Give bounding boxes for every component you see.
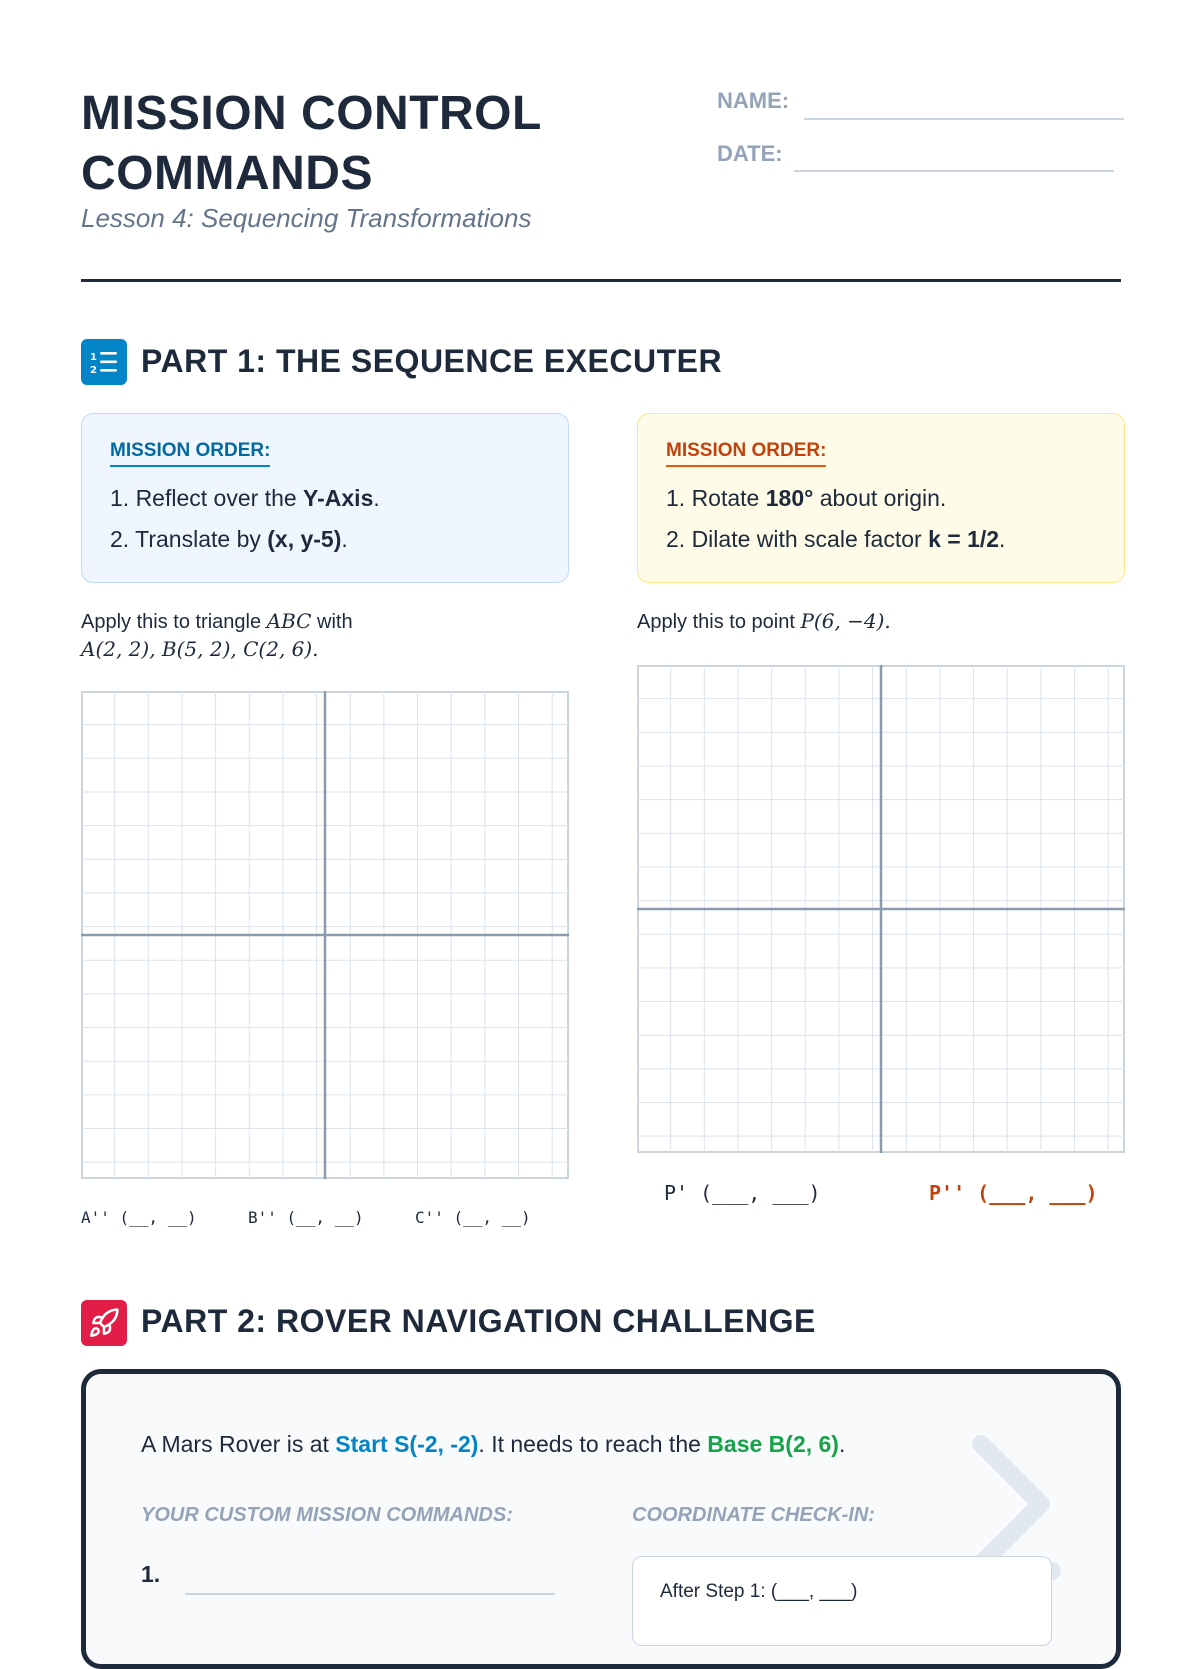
part1-title: PART 1: THE SEQUENCE EXECUTER <box>141 343 723 379</box>
svg-text:1: 1 <box>90 352 97 363</box>
mission-step-2 <box>110 526 540 553</box>
after-step-1[interactable]: After Step 1: (___, ___) <box>660 1581 858 1602</box>
answer-b-double-prime[interactable]: B'' (__, __) <box>248 1208 364 1227</box>
mission-order-label: MISSION ORDER: <box>110 440 270 467</box>
date-field[interactable] <box>794 170 1114 172</box>
rocket-icon <box>81 1300 127 1346</box>
lesson-subtitle: Lesson 4: Sequencing Transformations <box>81 203 532 233</box>
answer-p-prime[interactable]: P' (___, ___) <box>664 1181 821 1205</box>
part2-title: PART 2: ROVER NAVIGATION CHALLENGE <box>141 1303 816 1339</box>
date-label: DATE: <box>717 141 783 166</box>
mission-order-label: MISSION ORDER: <box>666 440 826 467</box>
shape-name: ABC <box>266 609 312 633</box>
rover-challenge-box <box>81 1369 1121 1669</box>
intro-text: . It needs to reach the <box>478 1431 708 1457</box>
point-coordinates: P(6, −4). <box>800 609 891 633</box>
prompt-text: with <box>311 611 353 633</box>
start-point: Start S(-2, -2) <box>335 1431 479 1457</box>
name-label: NAME: <box>717 88 790 113</box>
page-title <box>81 84 641 204</box>
title-line-1: MISSION CONTROL <box>81 87 542 140</box>
mission-step-2 <box>666 526 1096 553</box>
rover-intro <box>141 1431 845 1458</box>
mission-order-card-left <box>81 413 569 583</box>
command-number: 1. <box>141 1561 161 1587</box>
base-point: Base B(2, 6) <box>707 1431 839 1457</box>
mission-order-card-right <box>637 413 1125 583</box>
triangle-prompt <box>81 608 561 664</box>
step-emphasis: Y-Axis <box>303 485 374 511</box>
answer-c-double-prime[interactable]: C'' (__, __) <box>415 1208 531 1227</box>
intro-text: . <box>838 1431 846 1457</box>
name-field[interactable] <box>804 118 1124 120</box>
step-text: 1. Reflect over the <box>110 485 304 511</box>
step-emphasis: k = 1/2 <box>928 526 1000 552</box>
step-text: 1. Rotate <box>666 485 766 511</box>
answer-a-double-prime[interactable]: A'' (__, __) <box>81 1208 197 1227</box>
step-emphasis: 180° <box>765 485 814 511</box>
triangle-vertices: A(2, 2), B(5, 2), C(2, 6). <box>81 637 319 661</box>
svg-text:2: 2 <box>90 365 97 375</box>
mission-step-1 <box>666 485 1096 512</box>
intro-text: A Mars Rover is at <box>141 1431 336 1457</box>
answer-p-double-prime[interactable]: P'' (___, ___) <box>929 1181 1098 1205</box>
mission-step-1 <box>110 485 540 512</box>
coordinate-grid-left[interactable] <box>81 691 569 1179</box>
header-divider <box>81 279 1121 282</box>
command-1-input[interactable] <box>185 1593 555 1595</box>
step-text: about origin. <box>813 485 947 511</box>
step-text: . <box>373 485 380 511</box>
step-text: 2. Translate by <box>110 526 268 552</box>
checkin-label: COORDINATE CHECK-IN: <box>632 1504 875 1526</box>
step-text: 2. Dilate with scale factor <box>666 526 929 552</box>
prompt-text: Apply this to point <box>637 611 801 633</box>
point-prompt <box>637 608 1117 636</box>
step-text: . <box>999 526 1006 552</box>
commands-label: YOUR CUSTOM MISSION COMMANDS: <box>141 1504 513 1526</box>
checkin-card <box>632 1556 1052 1646</box>
numbered-list-icon <box>81 339 127 385</box>
step-emphasis: (x, y-5) <box>267 526 342 552</box>
step-text: . <box>341 526 348 552</box>
prompt-text: Apply this to triangle <box>81 611 267 633</box>
title-line-2: COMMANDS <box>81 147 373 200</box>
coordinate-grid-right[interactable] <box>637 665 1125 1153</box>
